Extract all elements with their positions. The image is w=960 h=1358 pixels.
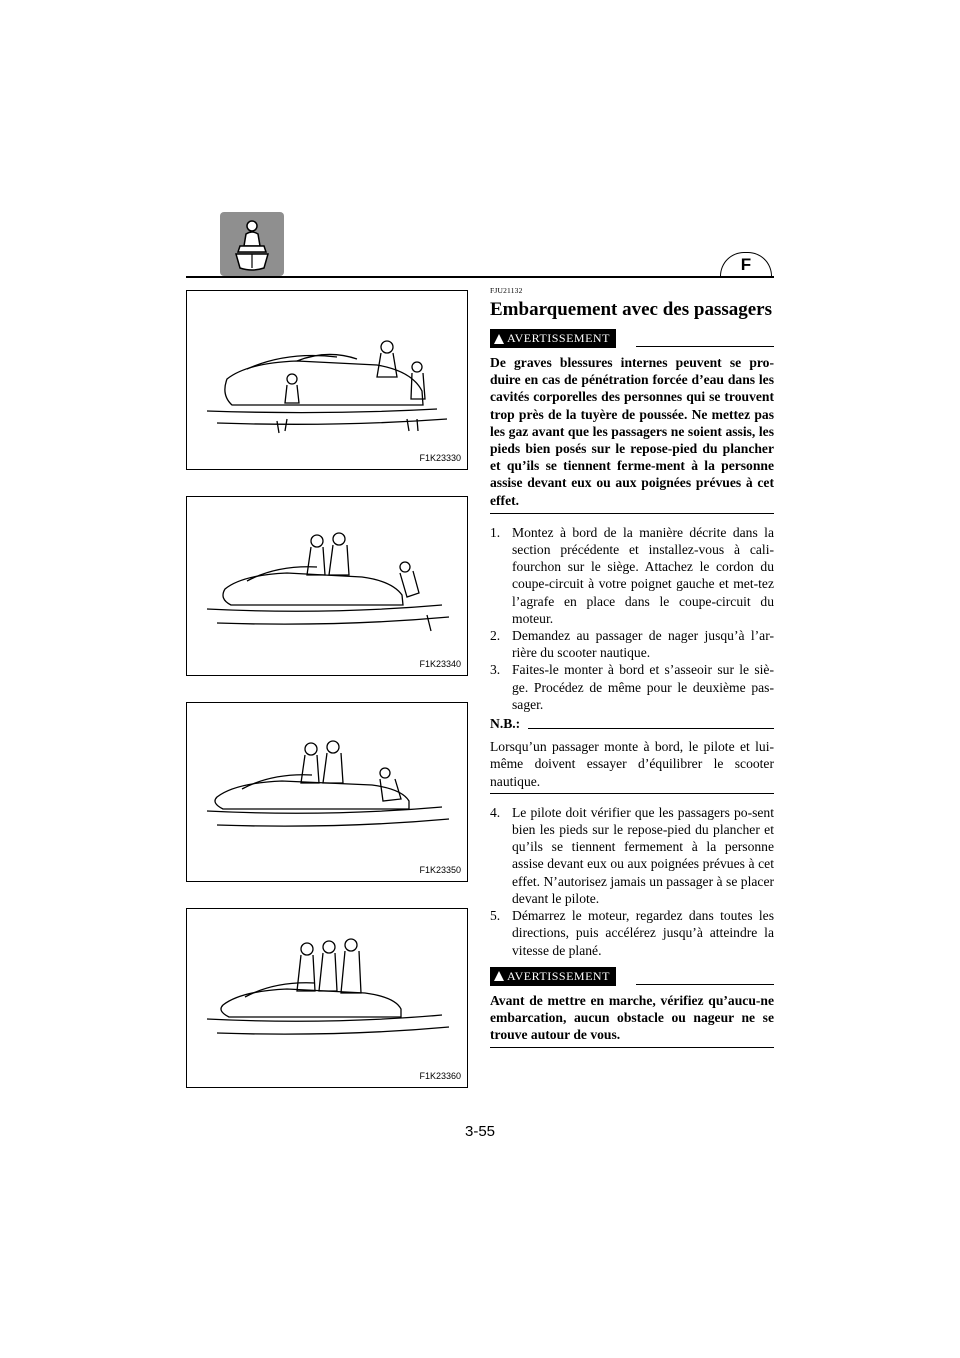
list-item xyxy=(490,627,774,661)
figure-boarding-2 xyxy=(186,496,468,676)
steps-list-2 xyxy=(490,804,774,959)
page-number: 3-55 xyxy=(464,1123,496,1140)
text-column xyxy=(490,286,774,1048)
step-number: 5. xyxy=(490,908,501,924)
note-text: Lorsqu’un passager monte à bord, le pilote et lui-même doivent essayer d’équilibrer le scooter nautique. xyxy=(490,738,774,794)
warning-header-2 xyxy=(490,967,774,986)
figure-boarding-4 xyxy=(186,908,468,1088)
warning-badge xyxy=(490,967,616,986)
list-item xyxy=(490,804,774,907)
warning-triangle-icon xyxy=(494,334,504,344)
list-item xyxy=(490,661,774,713)
warning-label: AVERTISSEMENT xyxy=(507,330,610,345)
step-number: 2. xyxy=(490,628,501,644)
step-text: Montez à bord de la manière décrite dans la section précédente et installez-vous à cali-fourchon sur le siège. Attachez le cordon du coupe-circuit à votre poignet gauche et met-tez l’agrafe en place dans le coupe-circuit du moteur. xyxy=(512,524,774,626)
list-item xyxy=(490,907,774,959)
warning-rule xyxy=(636,346,774,347)
warning-label: AVERTISSEMENT xyxy=(507,968,610,983)
list-item xyxy=(490,524,774,627)
warning-text: De graves blessures internes peuvent se pro-duire en cas de pénétration forcée d’eau dans les cavités corporelles des personnes qui se trouvent trop près de la tuyère de poussée. Ne mettez pas les gaz avant que les passagers ne soient assis, les pieds bien posés sur le repose-pied du plancher et qu’ils se tiennent ferme-ment à la personne assise devant eux ou aux poignées prévues à cet effet. xyxy=(490,354,774,514)
note-label: N.B.: xyxy=(490,716,521,732)
step-text: Démarrez le moteur, regardez dans toutes les directions, puis accélérez jusqu’à atteindre la vitesse de plané. xyxy=(512,908,774,958)
header-rule xyxy=(186,276,774,278)
step-text: Le pilote doit vérifier que les passagers po-sent bien les pieds sur le repose-pied du plancher et qu’ils se tiennent fermement à la personne assise devant eux ou aux poignées prévues à cet effet. N’autorisez jamais un passager à se placer devant le pilote. xyxy=(512,804,774,906)
step-text: Faites-le monter à bord et s’asseoir sur le siè-ge. Procédez de même pour le deuxième pas-sager. xyxy=(512,662,774,712)
figure-code: F1K23350 xyxy=(419,865,461,875)
warning-text-2: Avant de mettre en marche, vérifiez qu’aucu-ne embarcation, aucun obstacle ou nageur ne se trouve autour de vous. xyxy=(490,992,774,1049)
step-number: 4. xyxy=(490,804,501,820)
warning-header xyxy=(490,329,774,348)
steps-list xyxy=(490,524,774,713)
language-tab: F xyxy=(720,252,772,276)
section-code: FJU21132 xyxy=(490,286,523,295)
figure-code: F1K23340 xyxy=(419,659,461,669)
figure-boarding-1 xyxy=(186,290,468,470)
jetski-rider-icon xyxy=(220,212,284,276)
section-title: Embarquement avec des passagers xyxy=(490,299,773,320)
figure-code: F1K23330 xyxy=(419,453,461,463)
note-rule xyxy=(528,728,774,729)
figure-code: F1K23360 xyxy=(419,1071,461,1081)
warning-triangle-icon xyxy=(494,971,504,981)
step-number: 3. xyxy=(490,662,501,678)
warning-rule xyxy=(636,984,774,985)
warning-badge xyxy=(490,329,616,348)
step-number: 1. xyxy=(490,524,501,540)
note-header xyxy=(490,715,774,732)
step-text: Demandez au passager de nager jusqu’à l’ar-rière du scooter nautique. xyxy=(512,628,774,661)
figure-boarding-3 xyxy=(186,702,468,882)
